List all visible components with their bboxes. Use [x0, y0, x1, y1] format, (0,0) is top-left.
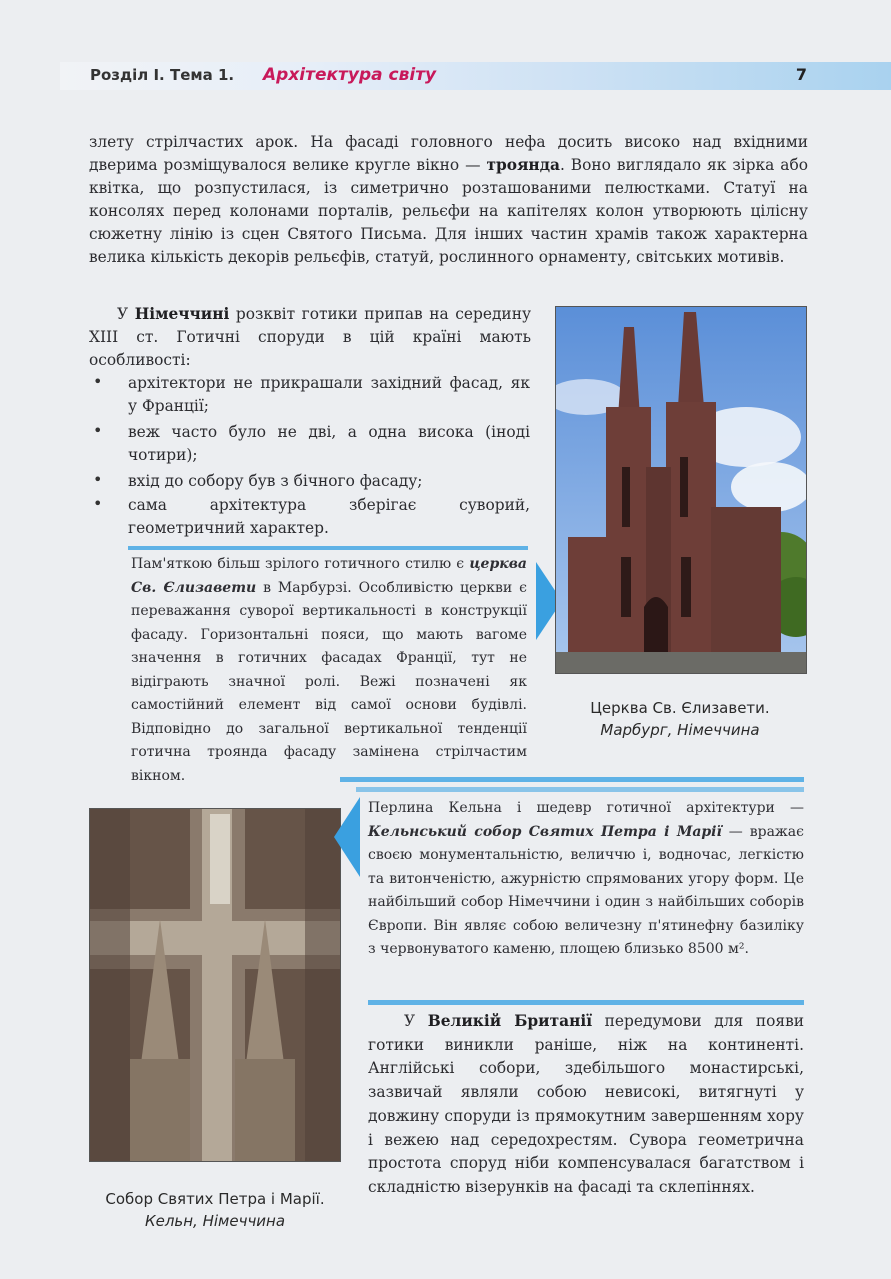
bullet-item: вхід до собору був з бічного фасаду; [128, 472, 423, 490]
caption-title: Церква Св. Єлизавети. [590, 699, 770, 717]
britain-term: Великій Британії [427, 1012, 593, 1030]
area-value: 8500 м². [687, 941, 749, 957]
caption-title: Собор Святих Петра і Марії. [105, 1190, 325, 1208]
page-number: 7 [795, 65, 807, 84]
britain-paragraph: У Великій Британії передумови для появи готики виникли раніше, ніж на континенті. Англійські собори, здебільшого монастирські, зазвичай являли собою невисокі, витягнуті у довжину споруди із прямокутним завершенням хору і вежею над середохрестям. Сувора геометрична простота споруд ніби компенсувалася багатством і складністю візерунків на фасаді та склепіннях. [368, 1012, 804, 1196]
cologne-cathedral-photo [89, 808, 341, 1162]
bullet-marker: • [93, 421, 103, 440]
marburg-photo-caption [555, 697, 805, 741]
marburg-box-rule [128, 546, 528, 550]
term-rose: троянда [486, 156, 560, 174]
marburg-church-name: церква Св. Єлизавети [131, 556, 527, 596]
topic-title: Архітектура світу [263, 65, 437, 85]
cologne-cathedral-name: Кельнський собор Святих Петра і Марії [368, 823, 722, 840]
bullet-marker: • [93, 372, 103, 391]
bullet-marker: • [93, 494, 103, 513]
germany-term: Німеччині [134, 305, 230, 323]
caption-location: Марбург, Німеччина [600, 721, 760, 739]
germany-paragraph: У Німеччині розквіт готики припав на середину XIII ст. Готичні споруди в цій країні мають особливості: [89, 305, 532, 369]
section-divider [340, 777, 804, 782]
caption-location: Кельн, Німеччина [144, 1212, 286, 1230]
marburg-church-photo [555, 306, 807, 674]
intro-paragraph: злету стрілчастих арок. На фасаді головного нефа досить високо над вхідними дверима розміщувалося велике кругле вікно — троянда. Воно виглядало як зірка або квітка, що розпустилася, із симетрично розташованими пелюстками. Статуї на консолях перед колонами порталів, рельєфи на капітелях колон утворюють цілісну сюжетну лінію із сцен Святого Письма. Для інших частин храмів також характерна велика кількість декорів рельєфів, статуй, рослинного орнаменту, світських мотивів. [89, 133, 808, 266]
cologne-photo-caption [80, 1188, 350, 1232]
marburg-box-text: Пам'яткою більш зрілого готичного стилю є церква Св. Єлизавети в Марбурзі. Особливістю церкви є переважання суворої вертикальності в конструкції фасаду. Горизонтальні пояси, що мають вагоме значення в готичних фасадах Франції, тут не відіграють значної ролі. Вежі позначені як самостійний елемент від самої основи будівлі. Відповідно до загальної вертикальної тенденції готична троянда фасаду замінена стрілчастим вікном. [131, 556, 527, 784]
section-label: Розділ І. Тема 1. [90, 66, 235, 84]
page-header [60, 62, 891, 90]
bullet-item: архітектори не прикрашали західний фасад, як у Франції; [128, 374, 530, 415]
bullet-item: сама архітектура зберігає суворий, геометричний характер. [128, 496, 530, 537]
bullet-marker: • [93, 470, 103, 489]
section-divider [356, 787, 804, 792]
cologne-box-text: Перлина Кельна і шедевр готичної архітектури — Кельнський собор Святих Петра і Марії — вражає своєю монументальністю, величчю і, водночас, легкістю та витонченістю, ажурністю спрямованих угору форм. Це найбільший собор Німеччини і один з найбільших соборів Європи. Він являє собою величезну п'ятинефну базиліку з червонуватого каменю, площею близько 8500 м². [368, 800, 804, 957]
pointer-arrow-left-icon [334, 797, 360, 877]
cologne-box-rule [368, 1000, 804, 1005]
bullet-item: веж часто було не дві, а одна висока (іноді чотири); [128, 423, 530, 464]
